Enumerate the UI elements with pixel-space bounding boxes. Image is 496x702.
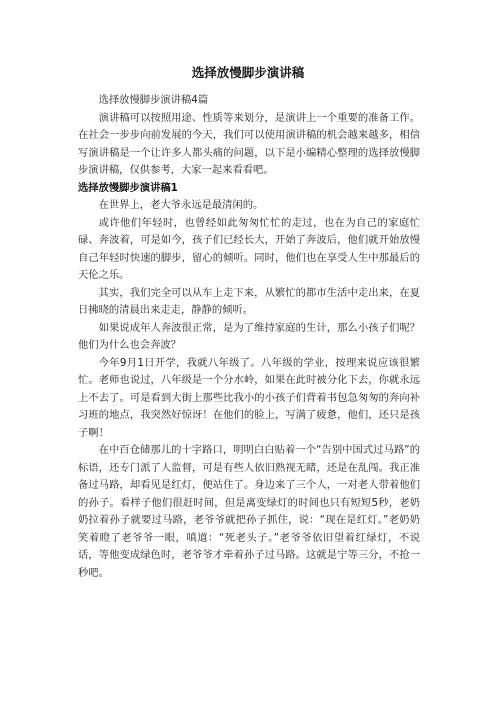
body-paragraph-6: 在中百仓储那儿的十字路口，明明白白贴着一个“告别中国式过马路”的标语，还专门派了人监督，可是有些人依旧熟视无睹，还是在乱闯。我正准备过马路，却看见是红灯，便站住了。身边来了三个人，一对老人带着他们的孙子。看样子他们很赶时间，但是离变绿灯的时间也只有短短5秒，老奶奶拉着孙子就要过马路，老爷爷就把孙子抓住，说：“现在是红灯。”老奶奶笑着瞪了老爷爷一眼，嗔道：“死老头子。”老爷爷依旧望着红绿灯，不说话，等他变成绿色时，老爷爷才牵着孙子过马路。这就是宁等三分，不抢一秒吧。 — [78, 444, 420, 579]
body-paragraph-5: 今年9月1日开学，我就八年级了。八年级的学业，按理来说应该很繁忙。老师也说过，八年级是一个分水岭，如果在此时被分化下去，你就永远上不去了。可是看到大街上那些比我小的小孩子们背着书包急匆匆的奔向补习班的地点，我突然好惊讶！在他们的脸上，写满了疲惫，他们，还只是孩子啊！ — [78, 356, 420, 439]
body-paragraph-1: 在世界上，老大爷永远是最清闲的。 — [98, 199, 264, 211]
intro-paragraph: 演讲稿可以按照用途、性质等来划分，是演讲上一个重要的准备工作。在社会一步步向前发展的今天，我们可以使用演讲稿的机会越来越多，相信写演讲稿是一个让许多人都头痛的问题，以下是小编精心整理的选择放慢脚步演讲稿，仅供参考，大家一起来看看吧。 — [78, 111, 420, 176]
document-subtitle: 选择放慢脚步演讲稿4篇 — [98, 94, 209, 106]
document-title: 选择放慢脚步演讲稿 — [191, 65, 305, 80]
body-paragraph-3: 其实，我们完全可以从车上走下来，从繁忙的都市生活中走出来，在夏日拂晓的清晨出来走走，静静的倾听。 — [78, 286, 420, 316]
body-paragraph-2: 或许他们年轻时，也曾经如此匆匆忙忙的走过，也在为自己的家庭忙碌、奔波着，可是如今，孩子们已经长大，开始了奔波后，他们就开始放慢自己年轻时快速的脚步，留心的倾听。同时，他们也在享受人生中那最后的天伦之乐。 — [78, 216, 420, 281]
document-body — [78, 92, 420, 582]
body-paragraph-4: 如果说成年人奔波很正常，是为了维持家庭的生计，那么小孩子们呢？他们为什么也会奔波？ — [78, 321, 420, 351]
section-heading: 选择放慢脚步演讲稿1 — [78, 181, 178, 194]
